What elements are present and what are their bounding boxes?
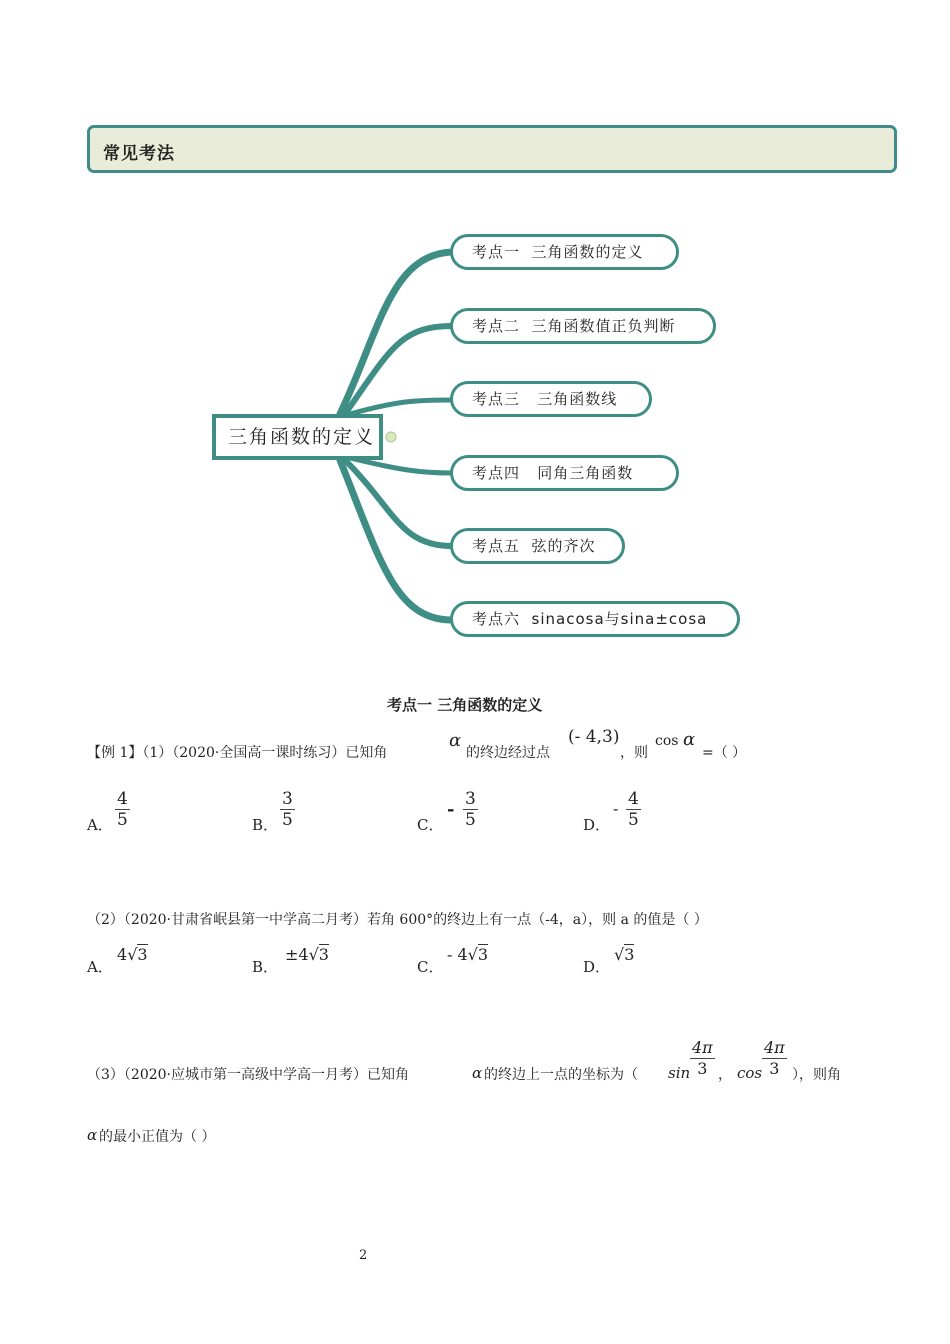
q1-point: (- 4,3) [568, 727, 620, 747]
q1-option-a-den: 5 [117, 810, 128, 830]
q2-option-b-rad: 3 [318, 945, 329, 964]
q3-cos: cos [737, 1064, 763, 1082]
q3-cos-frac-num: 4π [764, 1038, 785, 1057]
q2-option-a-label: A． [87, 958, 113, 976]
section-title: 考点一 三角函数的定义 [387, 696, 543, 714]
q3-sin-frac-den: 3 [697, 1059, 708, 1078]
sqrt-icon: √ [127, 945, 138, 964]
connector-2 [345, 326, 452, 414]
q1-then: ，则 [620, 745, 648, 761]
q2-option-c-value [447, 945, 488, 964]
q2-option-c-rad: 3 [477, 945, 489, 964]
q2-option-a-value [117, 945, 148, 964]
q2-option-d-label: D． [583, 958, 611, 976]
mindmap-center-node: 三角函数的定义 [212, 414, 383, 460]
connector-4 [350, 458, 452, 473]
q1-option-b-fraction [280, 789, 295, 830]
q1-option-b-num: 3 [282, 789, 293, 809]
sqrt-icon: √ [614, 945, 625, 964]
q1-alpha: α [449, 730, 462, 751]
q2-option-a-rad: 3 [137, 945, 148, 964]
q1-option-d-sign: - [613, 799, 619, 818]
q2-option-d-value [614, 945, 634, 964]
q1-option-c-den: 5 [465, 810, 476, 830]
q1-cos: cos [655, 733, 679, 749]
connector-1 [340, 252, 452, 414]
sqrt-icon: √ [308, 945, 319, 964]
connector-3 [350, 400, 452, 414]
q2-option-c-label: C． [417, 958, 444, 976]
q1-option-c-sign: - [447, 799, 455, 820]
q2-option-c-coef: - 4 [447, 945, 468, 964]
q3-tail: ），则角 [792, 1067, 841, 1083]
q3-line2-alpha: α [87, 1126, 98, 1144]
mindmap-branch-5: 考点五 弦的齐次 [450, 528, 625, 564]
q1-tail: =（ ） [702, 745, 747, 761]
q2-text: （2）（2020·甘肃省岷县第一中学高二月考）若角 600°的终边上有一点（-4，a），则 a 的值是（ ） [87, 912, 708, 928]
q3-mid: 的终边上一点的坐标为（ [484, 1067, 638, 1083]
q2-option-b-value [285, 945, 329, 964]
q3-comma: ， [718, 1067, 732, 1083]
q3-cos-fraction [762, 1038, 787, 1079]
q1-option-d-den: 5 [628, 810, 639, 830]
q1-option-d-label: D． [583, 816, 611, 834]
q2-option-b-coef: ±4 [285, 945, 309, 964]
q3-prefix: （3）（2020·应城市第一高级中学高一月考）已知角 [87, 1067, 409, 1083]
q1-prefix: 【例 1】（1）（2020·全国高一课时练习）已知角 [87, 745, 388, 761]
q1-option-c-fraction [463, 789, 478, 830]
header-title: 常见考法 [103, 144, 175, 164]
page-number: 2 [359, 1248, 368, 1263]
mindmap-branch-4: 考点四 同角三角函数 [450, 455, 679, 491]
q1-mid: 的终边经过点 [466, 745, 550, 761]
q2-option-a-coef: 4 [117, 945, 128, 964]
connector-5 [345, 460, 452, 546]
q1-option-c-num: 3 [465, 789, 476, 809]
q2-option-d-rad: 3 [624, 945, 635, 964]
q1-option-a-label: A． [87, 816, 113, 834]
connector-6 [340, 460, 452, 620]
q3-cos-frac-den: 3 [769, 1059, 780, 1078]
q3-alpha: α [472, 1064, 483, 1082]
q3-sin: sin [668, 1064, 691, 1082]
q3-line2: 的最小正值为（ ） [99, 1129, 216, 1145]
q1-cos-alpha: α [683, 729, 696, 750]
mindmap-branch-1: 考点一 三角函数的定义 [450, 234, 679, 270]
q1-option-b-den: 5 [282, 810, 293, 830]
q1-option-c-label: C． [417, 816, 444, 834]
center-node-dot [386, 432, 396, 442]
q1-option-a-num: 4 [117, 789, 128, 809]
mindmap-branch-3: 考点三 三角函数线 [450, 381, 652, 417]
q1-option-d-num: 4 [628, 789, 639, 809]
header-box [87, 125, 897, 173]
sqrt-icon: √ [467, 945, 478, 964]
q1-option-b-label: B． [252, 816, 279, 834]
q3-sin-frac-num: 4π [692, 1038, 713, 1057]
mindmap-branch-6: 考点六 sinacosa与sina±cosa [450, 601, 740, 637]
q1-option-d-fraction [626, 789, 641, 830]
mindmap-branch-2: 考点二 三角函数值正负判断 [450, 308, 716, 344]
q3-sin-fraction [690, 1038, 715, 1079]
q2-option-b-label: B． [252, 958, 279, 976]
q1-option-a-fraction [115, 789, 130, 830]
